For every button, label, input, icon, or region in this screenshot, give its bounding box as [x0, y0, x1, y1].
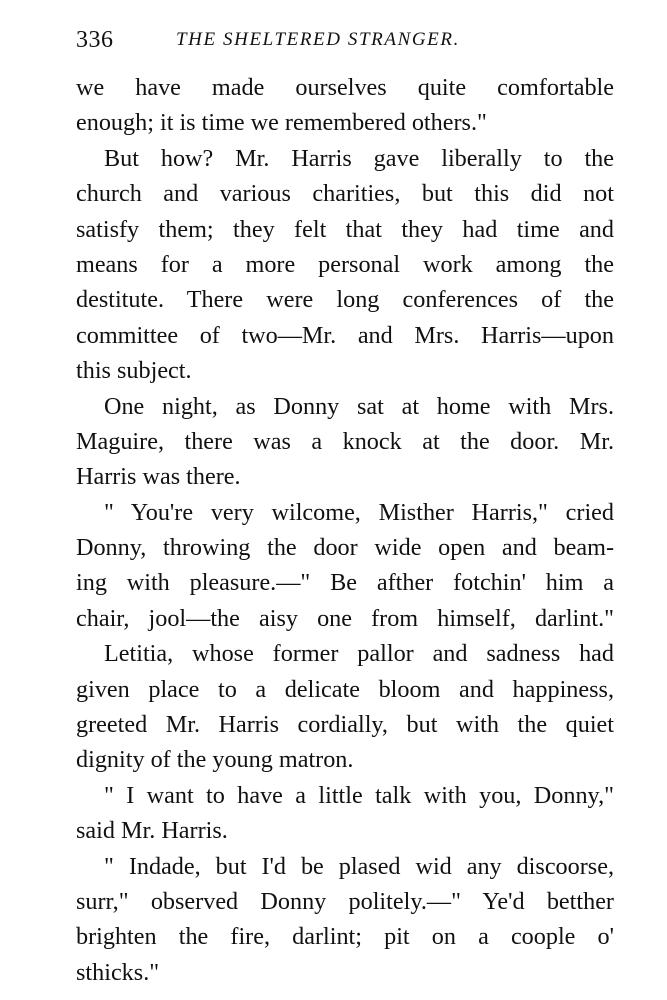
text-line: dignity of the young matron.: [76, 746, 354, 774]
running-title: THE SHELTERED STRANGER.: [176, 29, 460, 50]
text-line: given place to a delicate bloom and happiness,: [76, 675, 614, 703]
text-line: One night, as Donny sat at home with Mrs.: [104, 392, 614, 420]
text-line: Letitia, whose former pallor and sadness had: [104, 640, 614, 668]
page-header: [76, 22, 616, 58]
text-line: Maguire, there was a knock at the door. Mr.: [76, 427, 614, 455]
page-number: 336: [76, 27, 114, 53]
text-line: church and various charities, but this did not: [76, 180, 614, 208]
text-line: said Mr. Harris.: [76, 817, 228, 845]
text-line: destitute. There were long conferences of the: [76, 286, 614, 314]
text-line: " Indade, but I'd be plased wid any discoorse,: [104, 852, 614, 880]
text-line: chair, jool—the aisy one from himself, darlint.": [76, 604, 614, 632]
text-line: this subject.: [76, 357, 192, 385]
text-line: surr," observed Donny politely.—" Ye'd betther: [76, 887, 614, 915]
text-line: means for a more personal work among the: [76, 250, 614, 278]
text-line: sthicks.": [76, 958, 160, 986]
page-body: [76, 70, 614, 990]
text-line: committee of two—Mr. and Mrs. Harris—upon: [76, 321, 614, 349]
text-line: " You're very wilcome, Misther Harris," cried: [104, 498, 614, 526]
text-line: brighten the fire, darlint; pit on a coople o': [76, 923, 614, 951]
text-line: greeted Mr. Harris cordially, but with the quiet: [76, 711, 614, 739]
text-line: " I want to have a little talk with you, Donny,": [104, 781, 614, 809]
text-line: But how? Mr. Harris gave liberally to the: [104, 144, 614, 172]
text-line: ing with pleasure.—" Be afther fotchin' him a: [76, 569, 614, 597]
text-line: Donny, throwing the door wide open and beam-: [76, 534, 614, 562]
text-line: Harris was there.: [76, 463, 241, 491]
text-line: we have made ourselves quite comfortable: [76, 74, 614, 101]
text-line: enough; it is time we remembered others.": [76, 109, 487, 137]
text-line: satisfy them; they felt that they had time and: [76, 215, 614, 243]
